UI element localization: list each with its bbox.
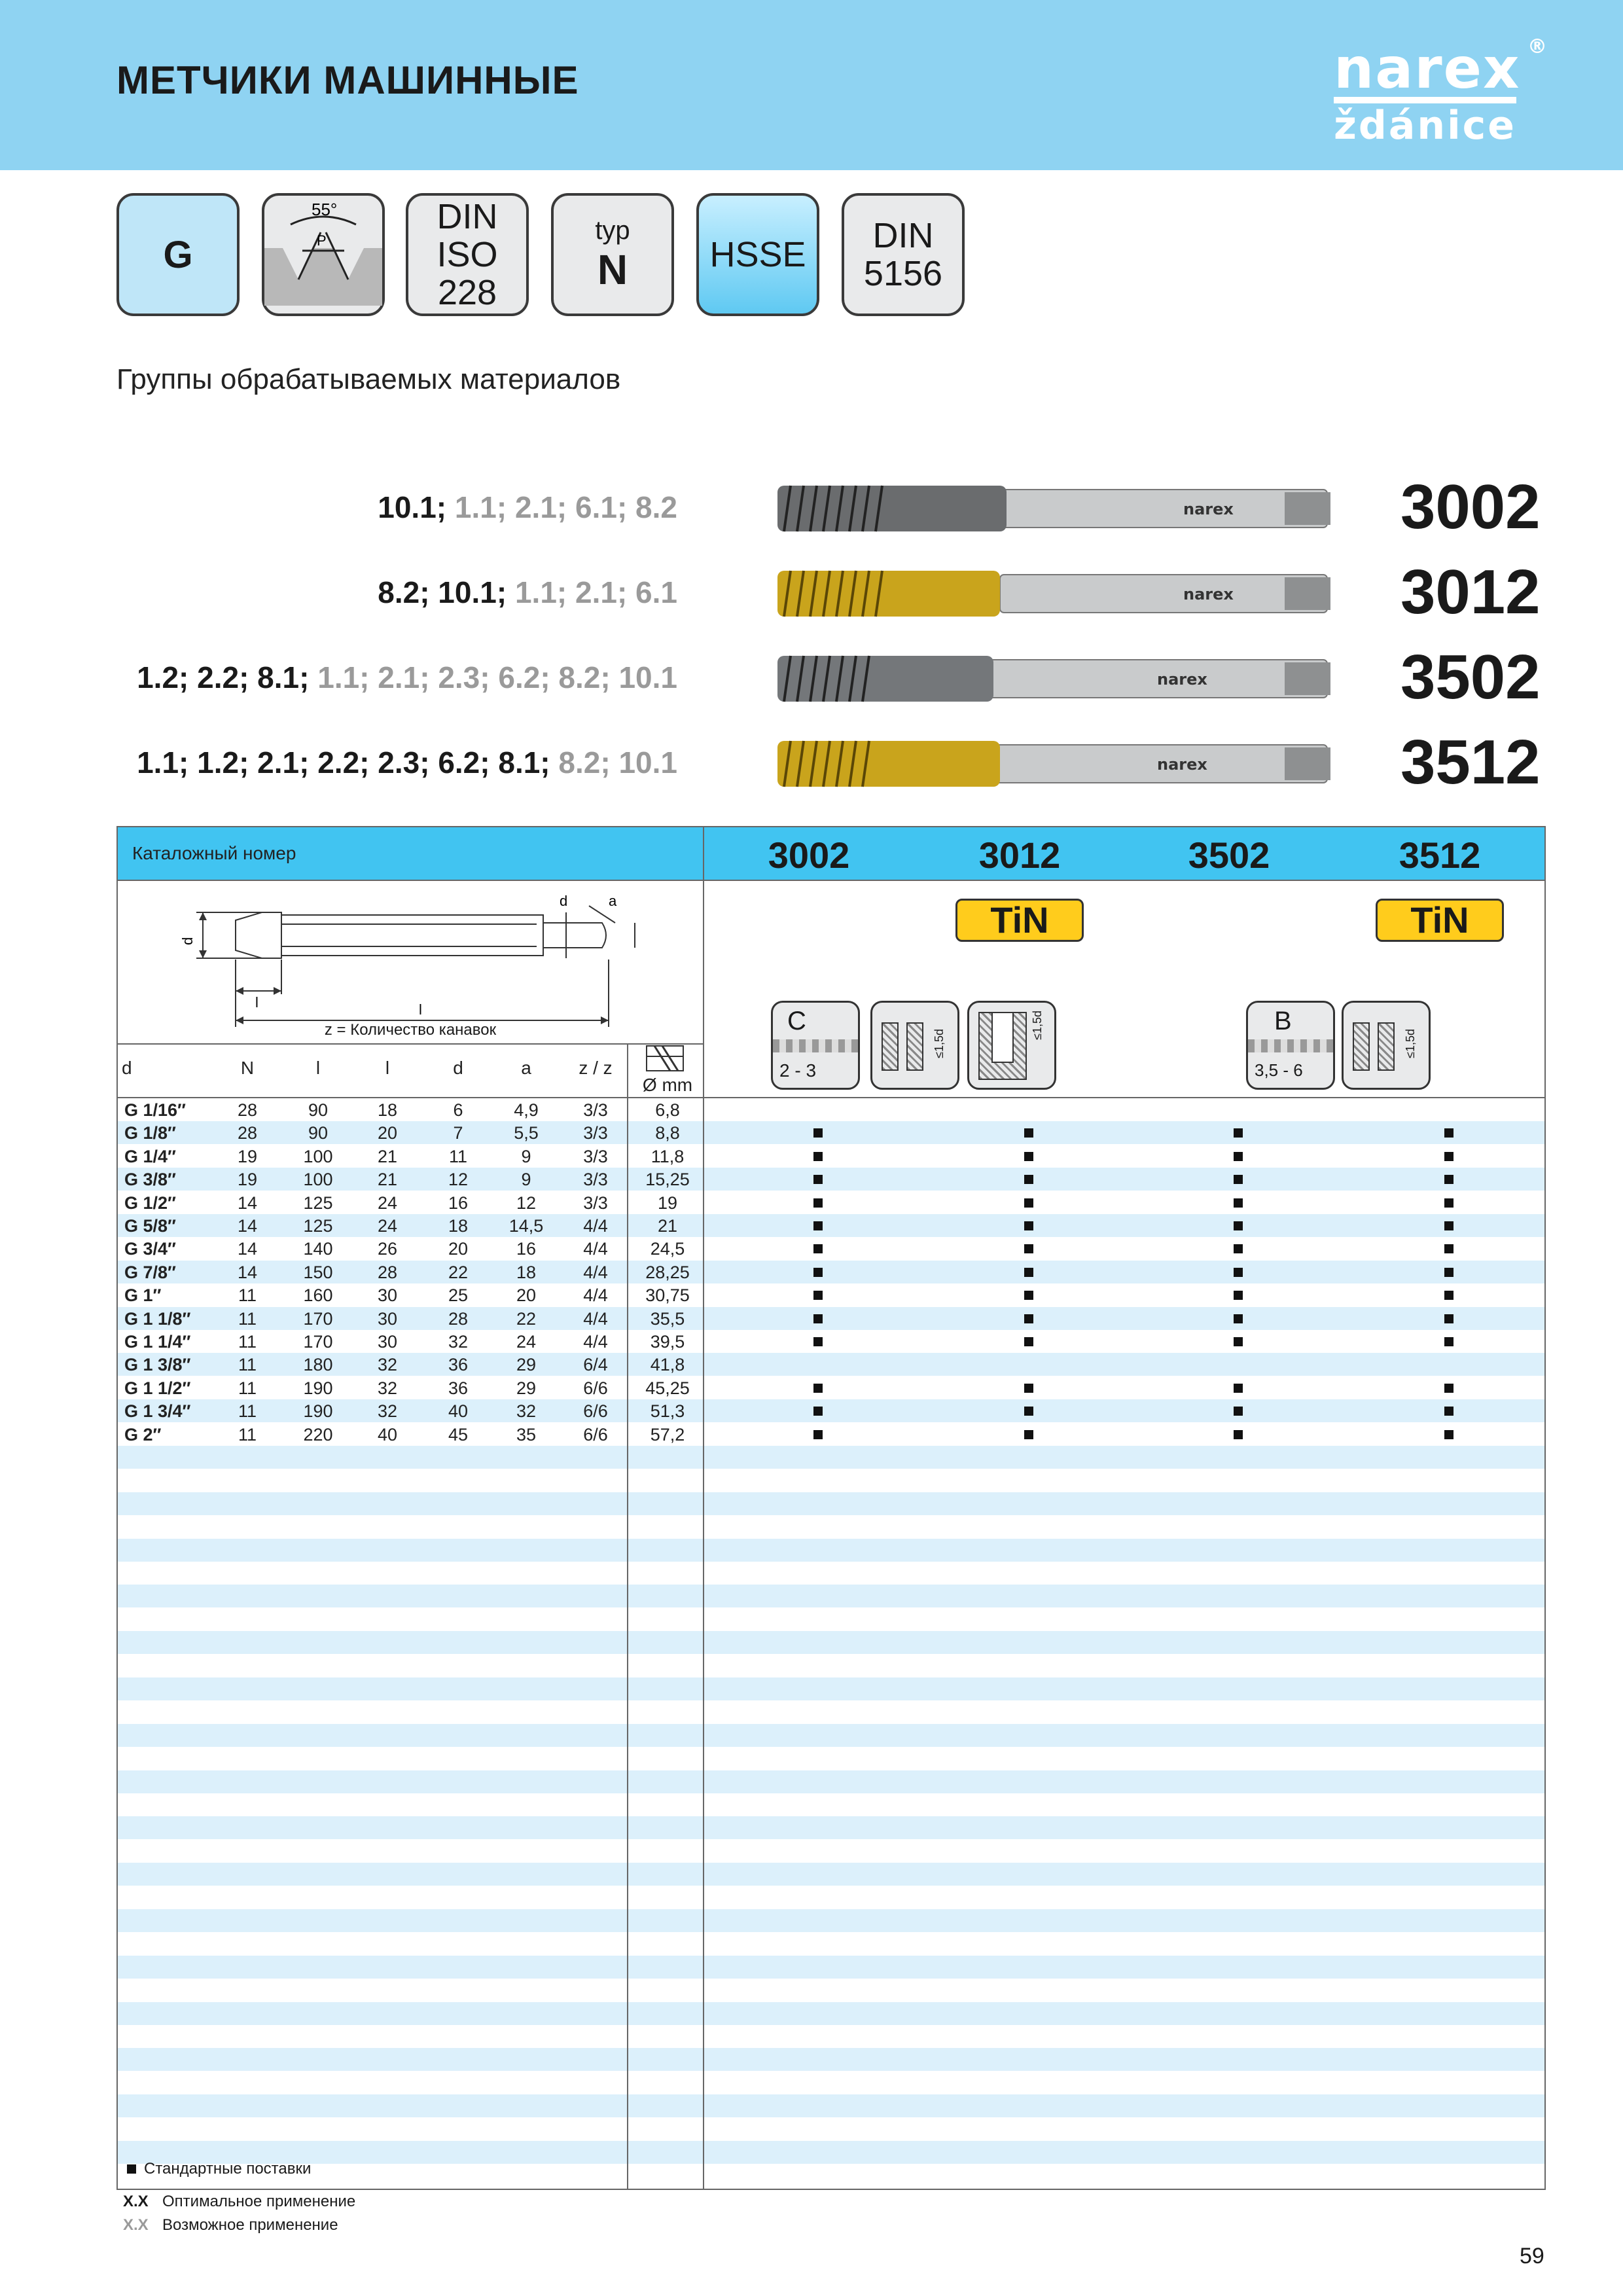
availability-marker — [1444, 1152, 1454, 1161]
logo-line2: ždánice — [1334, 97, 1516, 147]
cell-d1: G 1 1/2″ — [124, 1378, 191, 1398]
diagram-d2: d — [560, 893, 568, 909]
availability-marker — [813, 1430, 823, 1439]
header-rule — [118, 880, 1544, 881]
cell-d1: G 1/8″ — [124, 1123, 176, 1143]
row-stripe — [118, 1816, 1544, 1839]
availability-marker — [813, 1198, 823, 1208]
diagram-l2: l — [255, 994, 259, 1011]
cell-N: 14 — [237, 1262, 258, 1282]
product-code-3512: 3512 — [1400, 727, 1541, 797]
cell-drill: 24,5 — [650, 1239, 685, 1259]
product-code-3002: 3002 — [1400, 472, 1541, 542]
availability-marker — [813, 1268, 823, 1277]
availability-marker — [1234, 1430, 1243, 1439]
cell-a: 35 — [516, 1424, 537, 1444]
availability-marker — [1234, 1175, 1243, 1184]
cell-z: 3/3 — [583, 1123, 608, 1143]
materials-3002: 10.1; 1.1; 2.1; 6.1; 8.2 — [378, 490, 677, 524]
drill-icon — [640, 1043, 695, 1073]
cell-l2: 24 — [377, 1193, 398, 1213]
cell-d2: 32 — [448, 1332, 469, 1352]
availability-marker — [813, 1128, 823, 1138]
availability-marker — [1024, 1152, 1033, 1161]
cell-a: 9 — [521, 1146, 531, 1166]
cell-z: 4/4 — [583, 1239, 608, 1259]
std-line2: ISO — [437, 235, 498, 274]
cell-l2: 26 — [377, 1239, 398, 1259]
cell-z: 6/6 — [583, 1378, 608, 1398]
din-line2: 5156 — [863, 254, 943, 293]
form-b-icon: B 3,5 - 6 — [1246, 1001, 1335, 1090]
cell-drill: 15,25 — [645, 1170, 690, 1190]
materials-3502: 1.2; 2.2; 8.1; 1.1; 2.1; 2.3; 6.2; 8.2; 10.1 — [137, 660, 677, 694]
din-iso-228-tile — [406, 193, 529, 316]
svg-text:narex: narex — [1183, 500, 1234, 518]
availability-marker — [1444, 1244, 1454, 1253]
row-stripe — [118, 1677, 1544, 1700]
table-row — [118, 1214, 1544, 1237]
cell-d2: 6 — [453, 1100, 463, 1120]
thread-profile-icon — [264, 196, 382, 314]
colhead-l2: l — [385, 1058, 390, 1078]
cell-drill: 39,5 — [650, 1332, 685, 1352]
cell-drill: 41,8 — [650, 1355, 685, 1375]
row-stripe — [118, 2002, 1544, 2025]
cell-l2: 32 — [377, 1401, 398, 1422]
blind-hole-icon: ≤1,5d — [967, 1001, 1056, 1090]
narex-logo — [1329, 35, 1547, 149]
cell-l1: 170 — [303, 1332, 333, 1352]
cell-l2: 21 — [377, 1170, 398, 1190]
availability-marker — [1444, 1314, 1454, 1323]
cell-l2: 28 — [377, 1262, 398, 1282]
thread-profile-tile — [262, 193, 385, 316]
cell-drill: 35,5 — [650, 1308, 685, 1329]
table-row — [118, 1121, 1544, 1144]
availability-marker — [1024, 1337, 1033, 1346]
availability-marker — [1234, 1198, 1243, 1208]
cell-N: 11 — [238, 1308, 257, 1329]
cell-l1: 150 — [303, 1262, 333, 1282]
std-line3: 228 — [437, 273, 497, 312]
din-5156-tile — [842, 193, 965, 316]
cell-z: 3/3 — [583, 1146, 608, 1166]
cell-drill: 8,8 — [655, 1123, 680, 1143]
cell-l1: 125 — [303, 1216, 333, 1236]
svg-text:narex: narex — [1183, 585, 1234, 603]
cell-N: 11 — [238, 1401, 257, 1422]
row-stripe — [118, 1863, 1544, 1886]
cell-l2: 30 — [377, 1285, 398, 1306]
cell-a: 5,5 — [514, 1123, 539, 1143]
diagram-d1: d — [179, 937, 196, 945]
cell-N: 28 — [237, 1100, 258, 1120]
cell-z: 6/6 — [583, 1401, 608, 1422]
cell-a: 16 — [516, 1239, 537, 1259]
cell-d1: G 1″ — [124, 1285, 162, 1306]
availability-marker — [1234, 1152, 1243, 1161]
table-row — [118, 1330, 1544, 1353]
cell-z: 6/6 — [583, 1424, 608, 1444]
cell-l2: 24 — [377, 1216, 398, 1236]
availability-marker — [1234, 1407, 1243, 1416]
cell-d1: G 2″ — [124, 1424, 162, 1444]
availability-marker — [813, 1384, 823, 1393]
cell-l1: 100 — [303, 1146, 333, 1166]
availability-marker — [1024, 1221, 1033, 1230]
cell-d2: 18 — [448, 1216, 469, 1236]
cell-l2: 40 — [377, 1424, 398, 1444]
cell-N: 14 — [237, 1193, 258, 1213]
product-code-3012: 3012 — [1400, 557, 1541, 627]
cell-z: 3/3 — [583, 1100, 608, 1120]
row-stripe — [118, 1956, 1544, 1979]
standard-marker-icon — [127, 2164, 136, 2174]
table-row — [118, 1237, 1544, 1260]
colhead-d2: d — [453, 1058, 463, 1078]
cell-N: 11 — [238, 1332, 257, 1352]
availability-marker — [1444, 1268, 1454, 1277]
cell-N: 11 — [238, 1378, 257, 1398]
cell-l1: 90 — [308, 1123, 329, 1143]
cell-drill: 28,25 — [645, 1262, 690, 1282]
cell-l1: 190 — [303, 1401, 333, 1422]
type-label: typ — [595, 215, 630, 245]
cell-d2: 7 — [453, 1123, 463, 1143]
availability-marker — [1024, 1268, 1033, 1277]
cell-drill: 51,3 — [650, 1401, 685, 1422]
availability-marker — [813, 1244, 823, 1253]
availability-marker — [1024, 1128, 1033, 1138]
table-row — [118, 1145, 1544, 1168]
cell-z: 4/4 — [583, 1332, 608, 1352]
cell-a: 22 — [516, 1308, 537, 1329]
cell-d1: G 1 3/8″ — [124, 1355, 191, 1375]
availability-marker — [1024, 1384, 1033, 1393]
cell-a: 29 — [516, 1355, 537, 1375]
legend-possible: X.X Возможное применение — [123, 2216, 338, 2234]
colhead-l1: l — [315, 1058, 321, 1078]
availability-marker — [1444, 1384, 1454, 1393]
col-code-3502: 3502 — [1188, 834, 1270, 876]
hsse-tile — [696, 193, 819, 316]
cell-drill: 30,75 — [645, 1285, 690, 1306]
table-row — [118, 1376, 1544, 1399]
logo-line1: narex — [1334, 36, 1521, 101]
availability-marker — [1444, 1430, 1454, 1439]
cell-drill: 57,2 — [650, 1424, 685, 1444]
cell-N: 14 — [237, 1216, 258, 1236]
row-stripe — [118, 1492, 1544, 1515]
std-line1: DIN — [437, 197, 498, 236]
legend-standard: Стандартные поставки — [127, 2160, 311, 2178]
row-stripe — [118, 2094, 1544, 2117]
cell-d1: G 7/8″ — [124, 1262, 176, 1282]
availability-marker — [1234, 1337, 1243, 1346]
cell-d2: 16 — [448, 1193, 469, 1213]
cell-d2: 11 — [448, 1146, 468, 1166]
col-code-3012: 3012 — [978, 834, 1061, 876]
availability-marker — [1024, 1407, 1033, 1416]
availability-marker — [1234, 1268, 1243, 1277]
table-divider-main — [703, 827, 704, 2189]
availability-marker — [1234, 1384, 1243, 1393]
cell-z: 4/4 — [583, 1262, 608, 1282]
tap-image-3512 — [777, 737, 1334, 791]
cell-drill: 19 — [657, 1193, 678, 1213]
form-c-icon: C 2 - 3 — [771, 1001, 860, 1090]
logo-reg: ® — [1527, 35, 1547, 58]
catalog-number-label: Каталожный номер — [132, 843, 296, 863]
availability-marker — [1444, 1221, 1454, 1230]
cell-l2: 32 — [377, 1378, 398, 1398]
availability-marker — [1024, 1291, 1033, 1300]
row-stripe — [118, 1539, 1544, 1562]
colhead-z: z / z — [579, 1058, 613, 1078]
availability-marker — [1024, 1175, 1033, 1184]
cell-a: 12 — [516, 1193, 537, 1213]
availability-marker — [813, 1152, 823, 1161]
row-stripe — [118, 1446, 1544, 1469]
availability-marker — [1024, 1314, 1033, 1323]
type-value: N — [597, 245, 628, 293]
page-number: 59 — [1520, 2244, 1544, 2269]
svg-text:narex: narex — [1157, 670, 1207, 689]
colhead-n: N — [240, 1058, 255, 1078]
cell-a: 18 — [516, 1262, 537, 1282]
cell-N: 11 — [238, 1424, 257, 1444]
row-stripe — [118, 1585, 1544, 1607]
col-code-3512: 3512 — [1399, 834, 1481, 876]
cell-z: 4/4 — [583, 1285, 608, 1306]
cell-a: 20 — [516, 1285, 537, 1306]
tap-dimension-diagram — [179, 886, 681, 1041]
cell-l1: 160 — [303, 1285, 333, 1306]
cell-l1: 90 — [308, 1100, 329, 1120]
availability-marker — [1234, 1314, 1243, 1323]
cell-d2: 12 — [448, 1170, 469, 1190]
cell-drill: 45,25 — [645, 1378, 690, 1398]
materials-3512: 1.1; 1.2; 2.1; 2.2; 2.3; 6.2; 8.1; 8.2; 10.1 — [137, 745, 677, 780]
availability-marker — [813, 1175, 823, 1184]
diagram-rule — [118, 1043, 704, 1045]
cell-z: 3/3 — [583, 1170, 608, 1190]
availability-marker — [1444, 1175, 1454, 1184]
diagram-l1: l — [419, 1001, 422, 1018]
availability-marker — [1234, 1221, 1243, 1230]
row-stripe — [118, 1770, 1544, 1793]
colhead-a: a — [521, 1058, 531, 1078]
material-label: HSSE — [709, 235, 806, 274]
cell-z: 3/3 — [583, 1193, 608, 1213]
product-code-3502: 3502 — [1400, 642, 1541, 712]
availability-marker — [813, 1291, 823, 1300]
table-row — [118, 1098, 1544, 1121]
row-stripe — [118, 2048, 1544, 2071]
flutes-label: z = Количество канавок — [324, 1021, 497, 1039]
table-row — [118, 1191, 1544, 1214]
availability-marker — [1444, 1291, 1454, 1300]
tin-badge-3512: TiN — [1376, 899, 1504, 942]
cell-z: 4/4 — [583, 1216, 608, 1236]
pitch-label: P — [317, 232, 327, 249]
cell-d2: 36 — [448, 1378, 469, 1398]
cell-l2: 30 — [377, 1308, 398, 1329]
colhead-drill: Ø mm — [642, 1075, 693, 1095]
table-row — [118, 1307, 1544, 1330]
cell-N: 11 — [238, 1355, 257, 1375]
page-title: МЕТЧИКИ МАШИННЫЕ — [116, 58, 579, 102]
table-row — [118, 1283, 1544, 1306]
cell-l1: 180 — [303, 1355, 333, 1375]
cell-d2: 45 — [448, 1424, 469, 1444]
cell-z: 4/4 — [583, 1308, 608, 1329]
cell-drill: 21 — [657, 1216, 678, 1236]
row-stripe — [118, 2141, 1544, 2164]
cell-a: 14,5 — [508, 1216, 544, 1236]
through-hole-icon-b: ≤1,5d — [1342, 1001, 1431, 1090]
cell-N: 14 — [237, 1239, 258, 1259]
cell-d1: G 1 1/8″ — [124, 1308, 191, 1329]
table-row — [118, 1261, 1544, 1283]
row-stripe — [118, 1724, 1544, 1747]
availability-marker — [813, 1407, 823, 1416]
table-row — [118, 1168, 1544, 1191]
thread-g-tile — [116, 193, 240, 316]
tin-badge-3012: TiN — [955, 899, 1084, 942]
cell-a: 32 — [516, 1401, 537, 1422]
col-code-3002: 3002 — [768, 834, 850, 876]
thread-letter: G — [163, 233, 193, 276]
cell-l1: 125 — [303, 1193, 333, 1213]
svg-text:narex: narex — [1157, 755, 1207, 774]
cell-l1: 190 — [303, 1378, 333, 1398]
cell-d2: 28 — [448, 1308, 469, 1329]
cell-l1: 140 — [303, 1239, 333, 1259]
cell-a: 29 — [516, 1378, 537, 1398]
legend-optimal: X.X Оптимальное применение — [123, 2193, 356, 2210]
table-row — [118, 1423, 1544, 1446]
availability-marker — [1024, 1430, 1033, 1439]
cell-d1: G 5/8″ — [124, 1216, 176, 1236]
cell-d1: G 1/2″ — [124, 1193, 176, 1213]
cell-l2: 18 — [377, 1100, 398, 1120]
cell-d1: G 1/4″ — [124, 1146, 176, 1166]
through-hole-icon: ≤1,5d — [870, 1001, 959, 1090]
cell-d1: G 3/4″ — [124, 1239, 176, 1259]
cell-l2: 20 — [377, 1123, 398, 1143]
cell-d2: 25 — [448, 1285, 469, 1306]
colhead-d1: d — [122, 1058, 132, 1078]
cell-d2: 20 — [448, 1239, 469, 1259]
cell-l1: 170 — [303, 1308, 333, 1329]
table-row — [118, 1399, 1544, 1422]
cell-l2: 32 — [377, 1355, 398, 1375]
cell-z: 6/4 — [583, 1355, 608, 1375]
cell-N: 11 — [238, 1285, 257, 1306]
din-line1: DIN — [872, 216, 934, 255]
angle-label: 55° — [312, 200, 338, 219]
cell-d1: G 3/8″ — [124, 1170, 176, 1190]
cell-drill: 6,8 — [655, 1100, 680, 1120]
cell-l2: 21 — [377, 1146, 398, 1166]
availability-marker — [1444, 1198, 1454, 1208]
availability-marker — [1444, 1128, 1454, 1138]
availability-marker — [1444, 1407, 1454, 1416]
availability-marker — [1234, 1291, 1243, 1300]
cell-d2: 40 — [448, 1401, 469, 1422]
availability-marker — [813, 1314, 823, 1323]
cell-l1: 100 — [303, 1170, 333, 1190]
availability-marker — [1444, 1337, 1454, 1346]
cell-N: 28 — [237, 1123, 258, 1143]
cell-d1: G 1 1/4″ — [124, 1332, 191, 1352]
tap-image-3002 — [777, 482, 1334, 535]
cell-N: 19 — [237, 1170, 258, 1190]
cell-a: 9 — [521, 1170, 531, 1190]
material-groups-label: Группы обрабатываемых материалов — [116, 363, 621, 395]
cell-a: 4,9 — [514, 1100, 539, 1120]
availability-marker — [1234, 1128, 1243, 1138]
cell-l1: 220 — [303, 1424, 333, 1444]
cell-drill: 11,8 — [651, 1146, 685, 1166]
availability-marker — [1234, 1244, 1243, 1253]
cell-d2: 22 — [448, 1262, 469, 1282]
tap-image-3502 — [777, 652, 1334, 706]
cell-d1: G 1 3/4″ — [124, 1401, 191, 1422]
cell-d2: 36 — [448, 1355, 469, 1375]
table-row — [118, 1353, 1544, 1376]
row-stripe — [118, 1631, 1544, 1654]
diagram-a: a — [609, 893, 617, 909]
cell-l2: 30 — [377, 1332, 398, 1352]
availability-marker — [1024, 1244, 1033, 1253]
type-n-tile — [551, 193, 674, 316]
tap-image-3012 — [777, 567, 1334, 620]
cell-N: 19 — [237, 1146, 258, 1166]
availability-marker — [813, 1337, 823, 1346]
cell-a: 24 — [516, 1332, 537, 1352]
cell-d1: G 1/16″ — [124, 1100, 186, 1120]
availability-marker — [813, 1221, 823, 1230]
availability-marker — [1024, 1198, 1033, 1208]
materials-3012: 8.2; 10.1; 1.1; 2.1; 6.1 — [378, 575, 677, 609]
spec-table — [116, 826, 1546, 2190]
row-stripe — [118, 1909, 1544, 1932]
